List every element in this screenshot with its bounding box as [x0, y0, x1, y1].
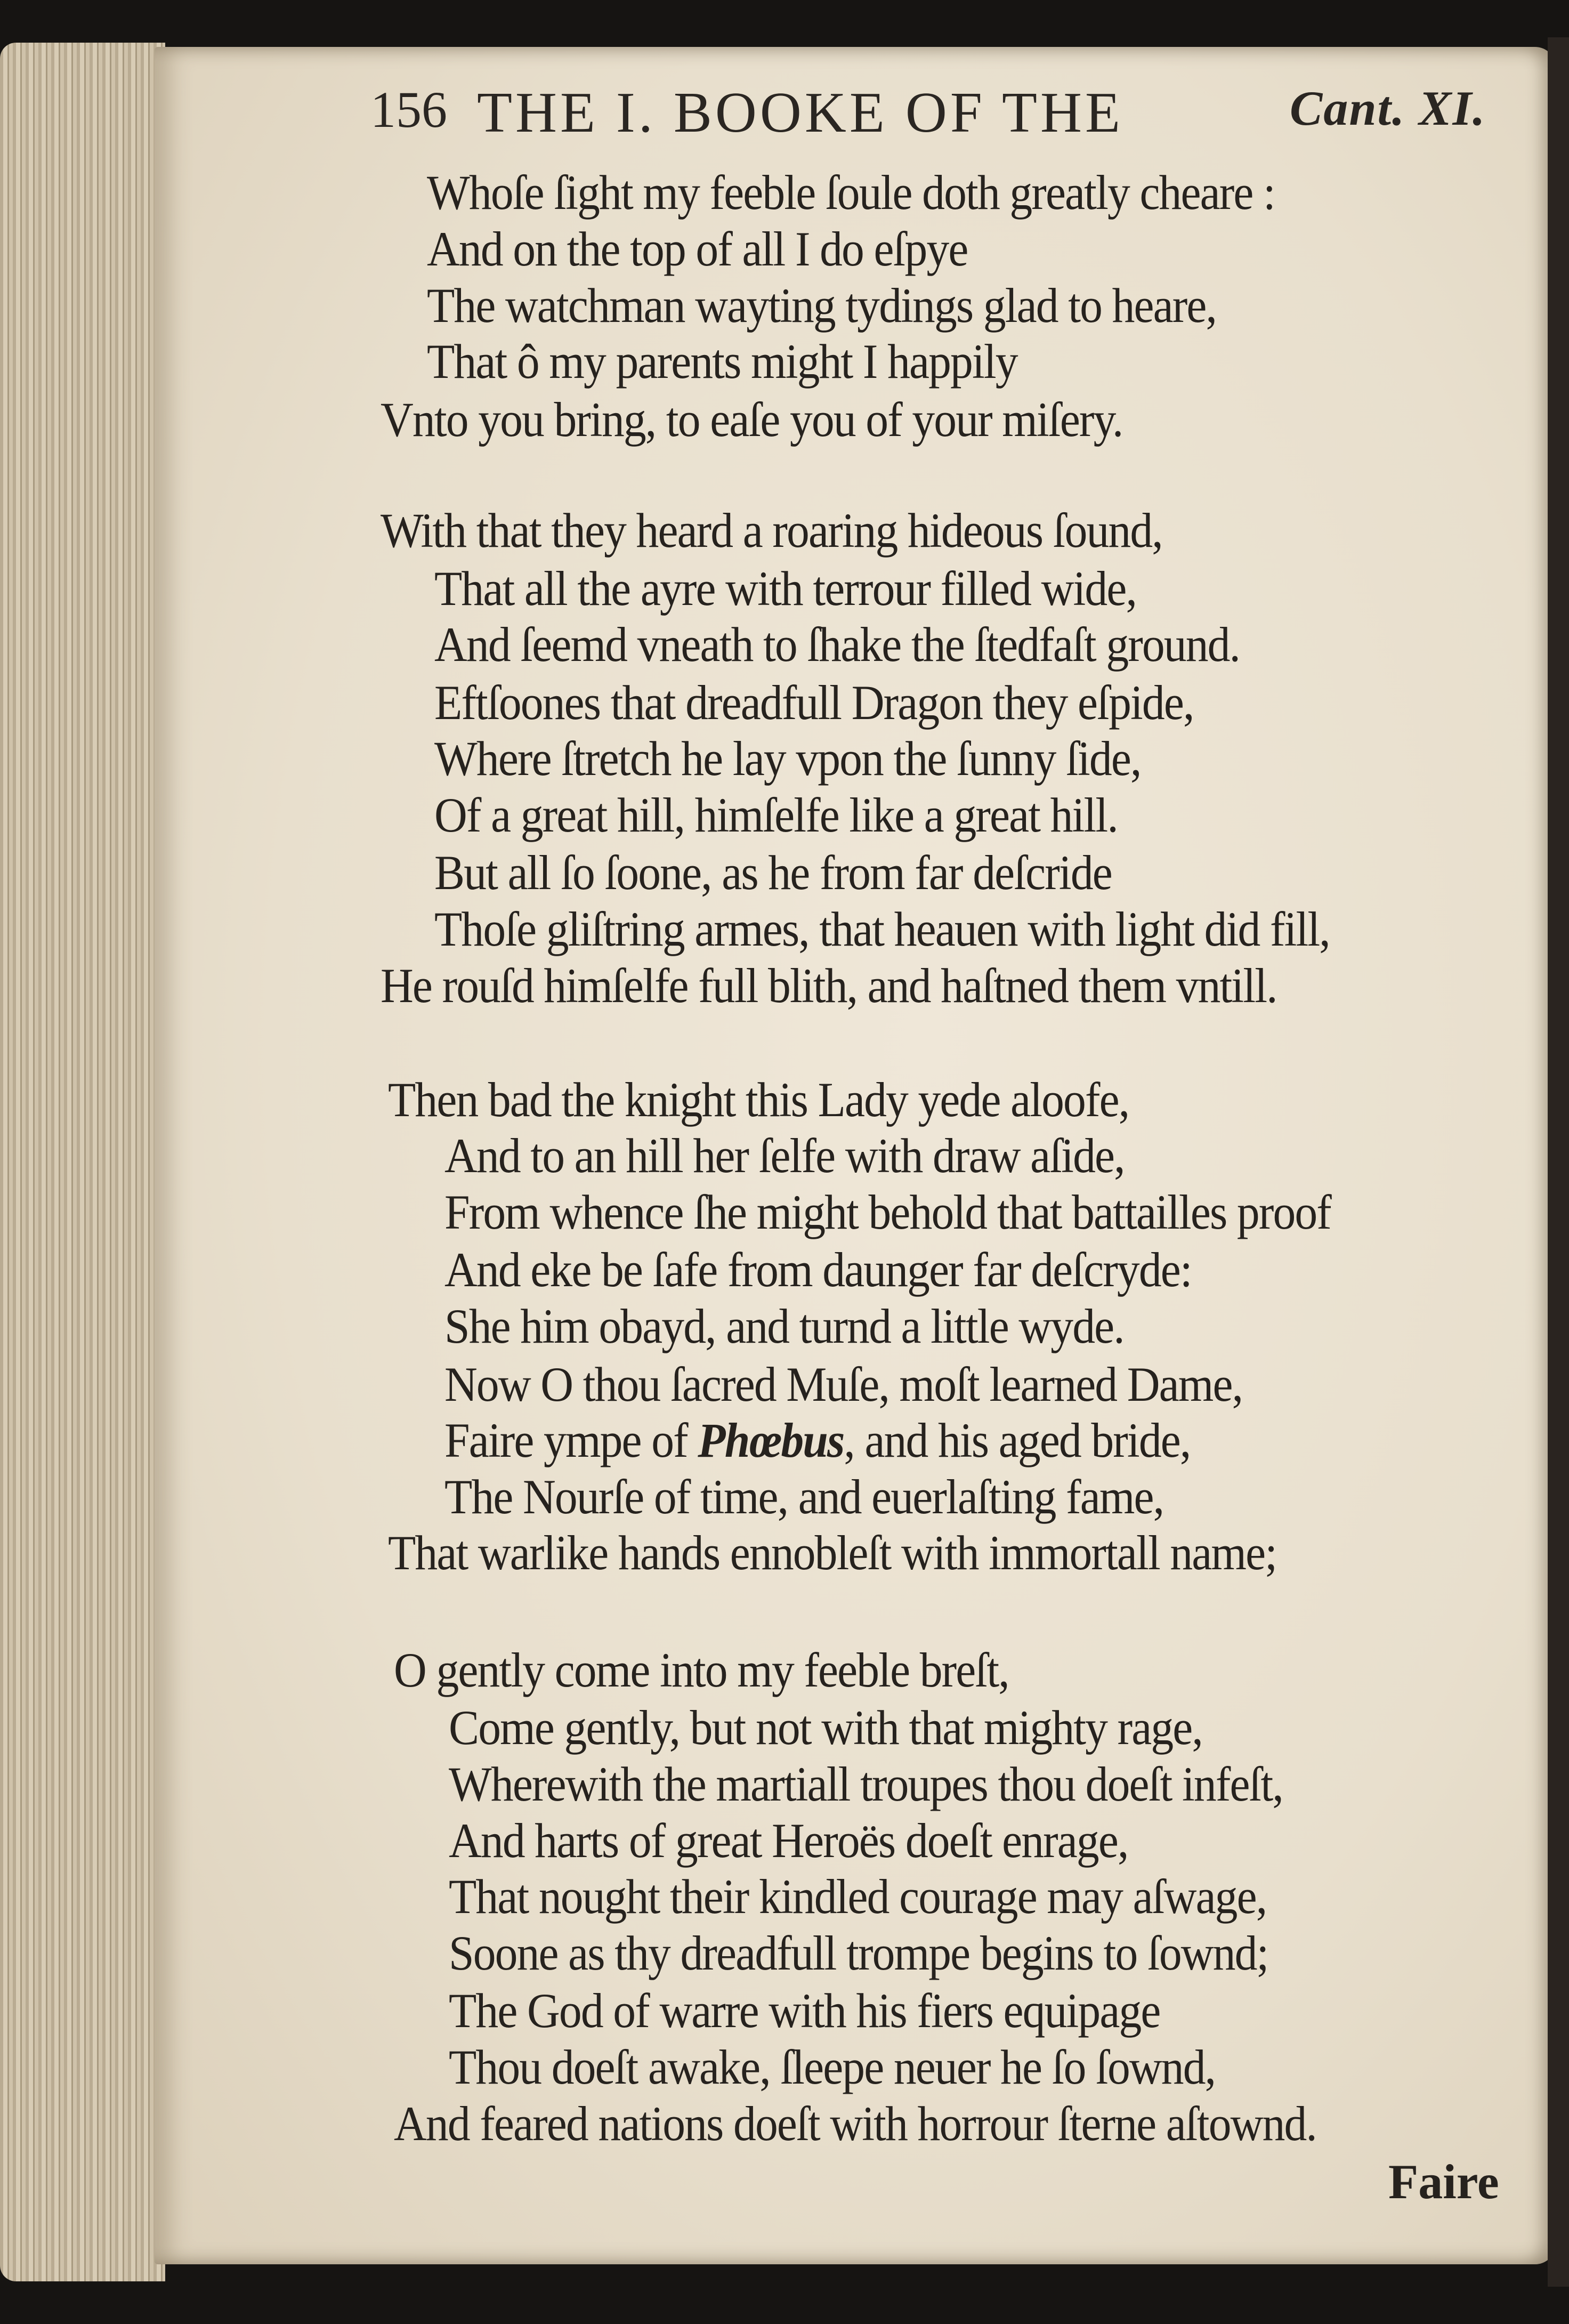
verse-line: And to an hill her ſelfe with draw aſide,	[444, 1128, 1125, 1183]
verse-line: Soone as thy dreadfull trompe begins to ſownd;	[449, 1926, 1268, 1980]
catchword: Faire	[1388, 2154, 1499, 2209]
verse-line: From whence ſhe might behold that battailles proof	[444, 1185, 1331, 1239]
binding-edge	[1548, 37, 1569, 2287]
verse-fragment: Faire ympe of	[444, 1413, 698, 1467]
verse-line: Thoſe gliſtring armes, that heauen with light did fill,	[434, 902, 1330, 956]
verse-line: Then bad the knight this Lady yede aloofe,	[388, 1072, 1129, 1127]
verse-line: Where ſtretch he lay vpon the ſunny ſide,	[434, 731, 1141, 786]
verse-line: Of a great hill, himſelfe like a great hill.	[434, 788, 1118, 842]
verse-line: And ſeemd vneath to ſhake the ſtedfaſt ground.	[434, 617, 1240, 672]
canto-label: Cant. XI.	[1290, 81, 1486, 135]
verse-line: Wherewith the martiall troupes thou doeſt infeſt,	[449, 1757, 1283, 1811]
verse-line: Come gently, but not with that mighty rage,	[449, 1700, 1202, 1755]
verse-line: Now O thou ſacred Muſe, moſt learned Dame,	[444, 1357, 1243, 1411]
page-edges	[0, 43, 165, 2281]
verse-line: The God of warre with his fiers equipage	[449, 1983, 1160, 2038]
page-number: 156	[370, 81, 447, 138]
verse-line: That ô my parents might I happily	[427, 334, 1017, 389]
running-title: THE I. BOOKE OF THE	[477, 81, 1123, 144]
verse-fragment: , and his aged bride,	[844, 1413, 1191, 1467]
verse-line: And on the top of all I do eſpye	[427, 222, 968, 276]
verse-line: She him obayd, and turnd a little wyde.	[444, 1299, 1124, 1353]
verse-line: Thou doeſt awake, ſleepe neuer he ſo ſownd,	[449, 2040, 1216, 2094]
verse-line: Eftſoones that dreadfull Dragon they eſpide,	[434, 675, 1194, 730]
italic-name: Phœbus	[698, 1413, 844, 1467]
verse-line	[444, 1412, 1190, 1468]
verse-line: That warlike hands ennobleſt with immortall name;	[388, 1526, 1277, 1580]
verse-line: That all the ayre with terrour filled wide,	[434, 561, 1136, 616]
verse-line: O gently come into my feeble breſt,	[394, 1643, 1009, 1697]
verse-line: And harts of great Heroës doeſt enrage,	[449, 1813, 1128, 1868]
verse-line: But all ſo ſoone, as he from far deſcride	[434, 845, 1112, 900]
verse-line: That nought their kindled courage may aſwage,	[449, 1869, 1267, 1924]
verse-line: The watchman wayting tydings glad to heare,	[427, 278, 1217, 333]
verse-line: Whoſe ſight my feeble ſoule doth greatly cheare :	[427, 165, 1275, 220]
verse-line: The Nourſe of time, and euerlaſting fame,	[444, 1470, 1164, 1524]
verse-line: And feared nations doeſt with horrour ſterne aſtownd.	[394, 2096, 1316, 2151]
verse-line: With that they heard a roaring hideous ſound,	[381, 503, 1162, 558]
verse-line: He rouſd himſelfe full blith, and haſtned them vntill.	[381, 958, 1277, 1013]
verse-line: And eke be ſafe from daunger far deſcryde:	[444, 1242, 1192, 1297]
verse-line: Vnto you bring, to eaſe you of your miſery.	[381, 392, 1123, 447]
